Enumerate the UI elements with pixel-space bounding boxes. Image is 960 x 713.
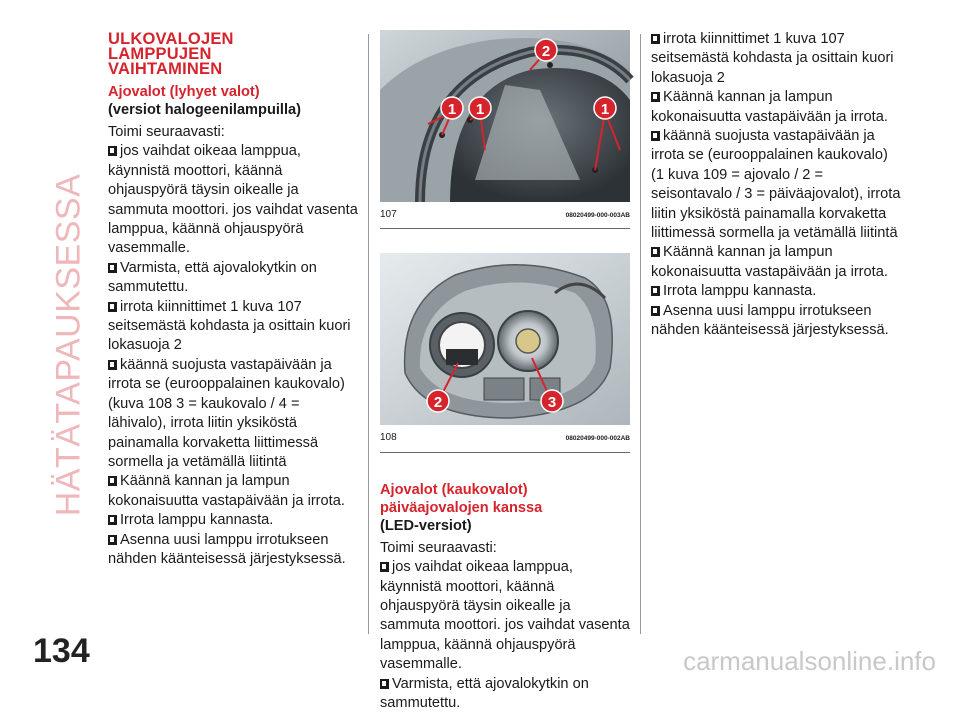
low-beam-subtitle: (versiot halogeenilampuilla) (108, 102, 302, 118)
step-text: Asenna uusi lamppu irrotukseen nähden käänteisessä järjestyksessä. (651, 302, 889, 339)
step-text: Käännä kannan ja lampun kokonaisuutta vastapäivään ja irrota. (108, 473, 345, 509)
step-text: käännä suojusta vastapäivään ja irrota se (eurooppalainen kaukovalo) (kuva 108 3 = kaukovalo / 4 = lähivalo), irrota liitin yksiköstä painamalla korvaketta liittimessä sormella ja vetämällä liitintä (108, 356, 345, 470)
step-text: Varmista, että ajovalokytkin on sammutettu. (380, 675, 589, 712)
callout-label: 1 (447, 101, 457, 118)
high-beam-title (380, 481, 630, 517)
step-text: Käännä kannan ja lampun kokonaisuutta vastapäivään ja irrota. (651, 244, 888, 280)
callout-label: 1 (475, 101, 485, 118)
checkbox-icon (651, 306, 660, 316)
checkbox-icon (108, 476, 117, 486)
step (651, 30, 901, 88)
checkbox-icon (651, 286, 660, 296)
step (651, 282, 901, 301)
checkbox-icon (108, 515, 117, 525)
column-divider (368, 34, 369, 634)
checkbox-icon (380, 562, 389, 572)
fender-liner-illustration (380, 30, 630, 202)
callout-label: 3 (547, 394, 557, 412)
step (108, 259, 358, 298)
checkbox-icon (651, 247, 660, 257)
figure-caption (380, 425, 630, 451)
column-3 (651, 30, 901, 341)
checkbox-icon (651, 34, 660, 44)
step (651, 127, 901, 243)
checkbox-icon (108, 263, 117, 273)
page-number: 134 (33, 632, 90, 670)
headlamp-rear-illustration (380, 253, 630, 425)
step-text: jos vaihdat oikeaa lamppua, käynnistä moottori, käännä ohjauspyörä täysin oikealle ja sammuta moottori. jos vaihdat vasenta lamppua, käännä ohjauspyörä vasemmalle. (108, 143, 358, 257)
high-beam-subtitle: (LED-versiot) (380, 517, 472, 534)
checkbox-icon (108, 146, 117, 156)
callout-label: 1 (600, 101, 610, 118)
section-title-line: VAIHTAMINEN (108, 60, 223, 78)
high-beam-title-line: Ajovalot (kaukovalot) (380, 481, 528, 498)
figure-108 (380, 253, 630, 452)
figure-107 (380, 30, 630, 229)
step (108, 531, 358, 570)
checkbox-icon (651, 92, 660, 102)
step-text: Käännä kannan ja lampun kokonaisuutta vastapäivään ja irrota. (651, 89, 888, 125)
figure-number: 108 (380, 432, 397, 444)
step-text: Varmista, että ajovalokytkin on sammutettu. (108, 259, 317, 296)
step-text: käännä suojusta vastapäivään ja irrota se (eurooppalainen kaukovalo) (1 kuva 109 = ajovalo / 2 = seisontavalo / 3 = päiväajovalot), irrota liitin yksiköstä painamalla korvaketta liittimessä sormella ja vetämällä liitintä (651, 128, 901, 242)
checkbox-icon (651, 131, 660, 141)
section-title-line: LAMPPUJEN (108, 45, 212, 63)
step-text: irrota kiinnittimet 1 kuva 107 seitsemästä kohdasta ja osittain kuori lokasuoja 2 (108, 298, 351, 354)
column-2 (380, 30, 630, 713)
side-tab-label: HÄTÄTAPAUKSESSA (49, 173, 88, 517)
figure-caption (380, 202, 630, 228)
section-title-line: ULKOVALOJEN (108, 30, 234, 48)
section-title (108, 32, 358, 77)
watermark: carmanualsonline.info (683, 646, 936, 676)
step-text: Irrota lamppu kannasta. (663, 283, 817, 300)
checkbox-icon (108, 302, 117, 312)
step-text: jos vaihdat oikeaa lamppua, käynnistä moottori, käännä ohjauspyörä täysin oikealle ja sammuta moottori. jos vaihdat vasenta lamppua, käännä ohjauspyörä vasemmalle. (380, 559, 630, 673)
step-text: irrota kiinnittimet 1 kuva 107 seitsemästä kohdasta ja osittain kuori lokasuoja 2 (651, 31, 894, 86)
checkbox-icon (380, 679, 389, 689)
step (108, 511, 358, 530)
callout-label: 2 (433, 394, 443, 412)
step (108, 356, 358, 472)
high-beam-intro: Toimi seuraavasti: (380, 539, 497, 556)
step-text: Asenna uusi lamppu irrotukseen nähden käänteisessä järjestyksessä. (108, 531, 346, 567)
step (651, 302, 901, 341)
step (651, 88, 901, 127)
figure-number: 107 (380, 209, 397, 220)
callout-label: 2 (541, 43, 551, 60)
figure-code: 08020499-000-002AB (565, 435, 630, 443)
step (380, 675, 630, 713)
step (108, 298, 358, 356)
step-text: Irrota lamppu kannasta. (120, 512, 274, 529)
checkbox-icon (108, 535, 117, 545)
step (108, 472, 358, 511)
column-1 (108, 30, 358, 569)
high-beam-section (380, 481, 630, 713)
step (108, 142, 358, 258)
low-beam-title: Ajovalot (lyhyet valot) (108, 84, 260, 100)
figure-code: 08020499-000-003AB (565, 212, 630, 219)
step (380, 558, 630, 674)
column-divider (640, 34, 641, 634)
high-beam-title-line: päiväajovalojen kanssa (380, 499, 543, 516)
low-beam-intro: Toimi seuraavasti: (108, 124, 225, 140)
step (651, 243, 901, 282)
side-tab (44, 30, 94, 660)
checkbox-icon (108, 360, 117, 370)
